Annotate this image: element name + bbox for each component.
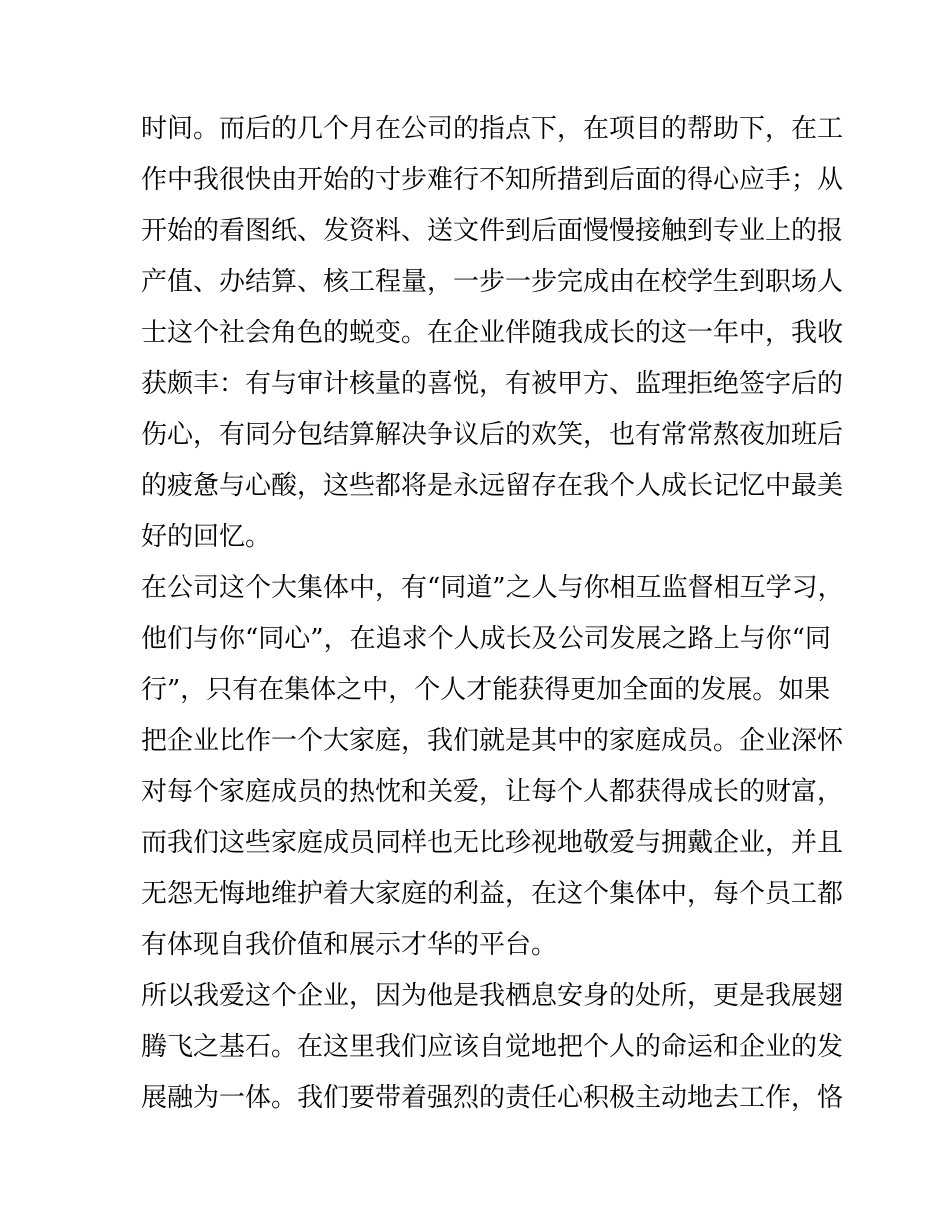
text-line: 腾飞之基石。在这里我们应该自觉地把个人的命运和企业的发: [141, 1032, 844, 1062]
text-line: 而我们这些家庭成员同样也无比珍视地敬爱与拥戴企业，并且: [141, 828, 844, 858]
text-line: 展融为一体。我们要带着强烈的责任心积极主动地去工作，恪: [141, 1083, 844, 1113]
text-line: 的疲惫与心酸，这些都将是永远留存在我个人成长记忆中最美: [141, 471, 844, 501]
text-line: 伤心，有同分包结算解决争议后的欢笑，也有常常熬夜加班后: [141, 420, 844, 450]
text-line: 无怨无悔地维护着大家庭的利益，在这个集体中，每个员工都: [141, 879, 844, 909]
text-line: 获颇丰：有与审计核量的喜悦，有被甲方、监理拒绝签字后的: [141, 369, 844, 399]
text-line: 士这个社会角色的蜕变。在企业伴随我成长的这一年中，我收: [141, 318, 844, 348]
text-line: 在公司这个大集体中，有“同道”之人与你相互监督相互学习，: [141, 573, 844, 603]
text-line: 产值、办结算、核工程量，一步一步完成由在校学生到职场人: [141, 267, 844, 297]
text-line: 把企业比作一个大家庭，我们就是其中的家庭成员。企业深怀: [141, 726, 844, 756]
text-line: 作中我很快由开始的寸步难行不知所措到后面的得心应手；从: [141, 165, 844, 195]
text-line: 好的回忆。: [141, 522, 272, 552]
text-line: 有体现自我价值和展示才华的平台。: [141, 930, 558, 960]
text-line: 时间。而后的几个月在公司的指点下，在项目的帮助下，在工: [141, 114, 844, 144]
text-line: 行”，只有在集体之中，个人才能获得更加全面的发展。如果: [141, 675, 831, 705]
text-line: 他们与你“同心”，在追求个人成长及公司发展之路上与你“同: [141, 624, 831, 654]
text-line: 对每个家庭成员的热忱和关爱，让每个人都获得成长的财富，: [141, 777, 844, 807]
text-line: 开始的看图纸、发资料、送文件到后面慢慢接触到专业上的报: [141, 216, 844, 246]
text-line: 所以我爱这个企业，因为他是我栖息安身的处所，更是我展翅: [141, 981, 844, 1011]
body-text: [141, 104, 844, 1124]
